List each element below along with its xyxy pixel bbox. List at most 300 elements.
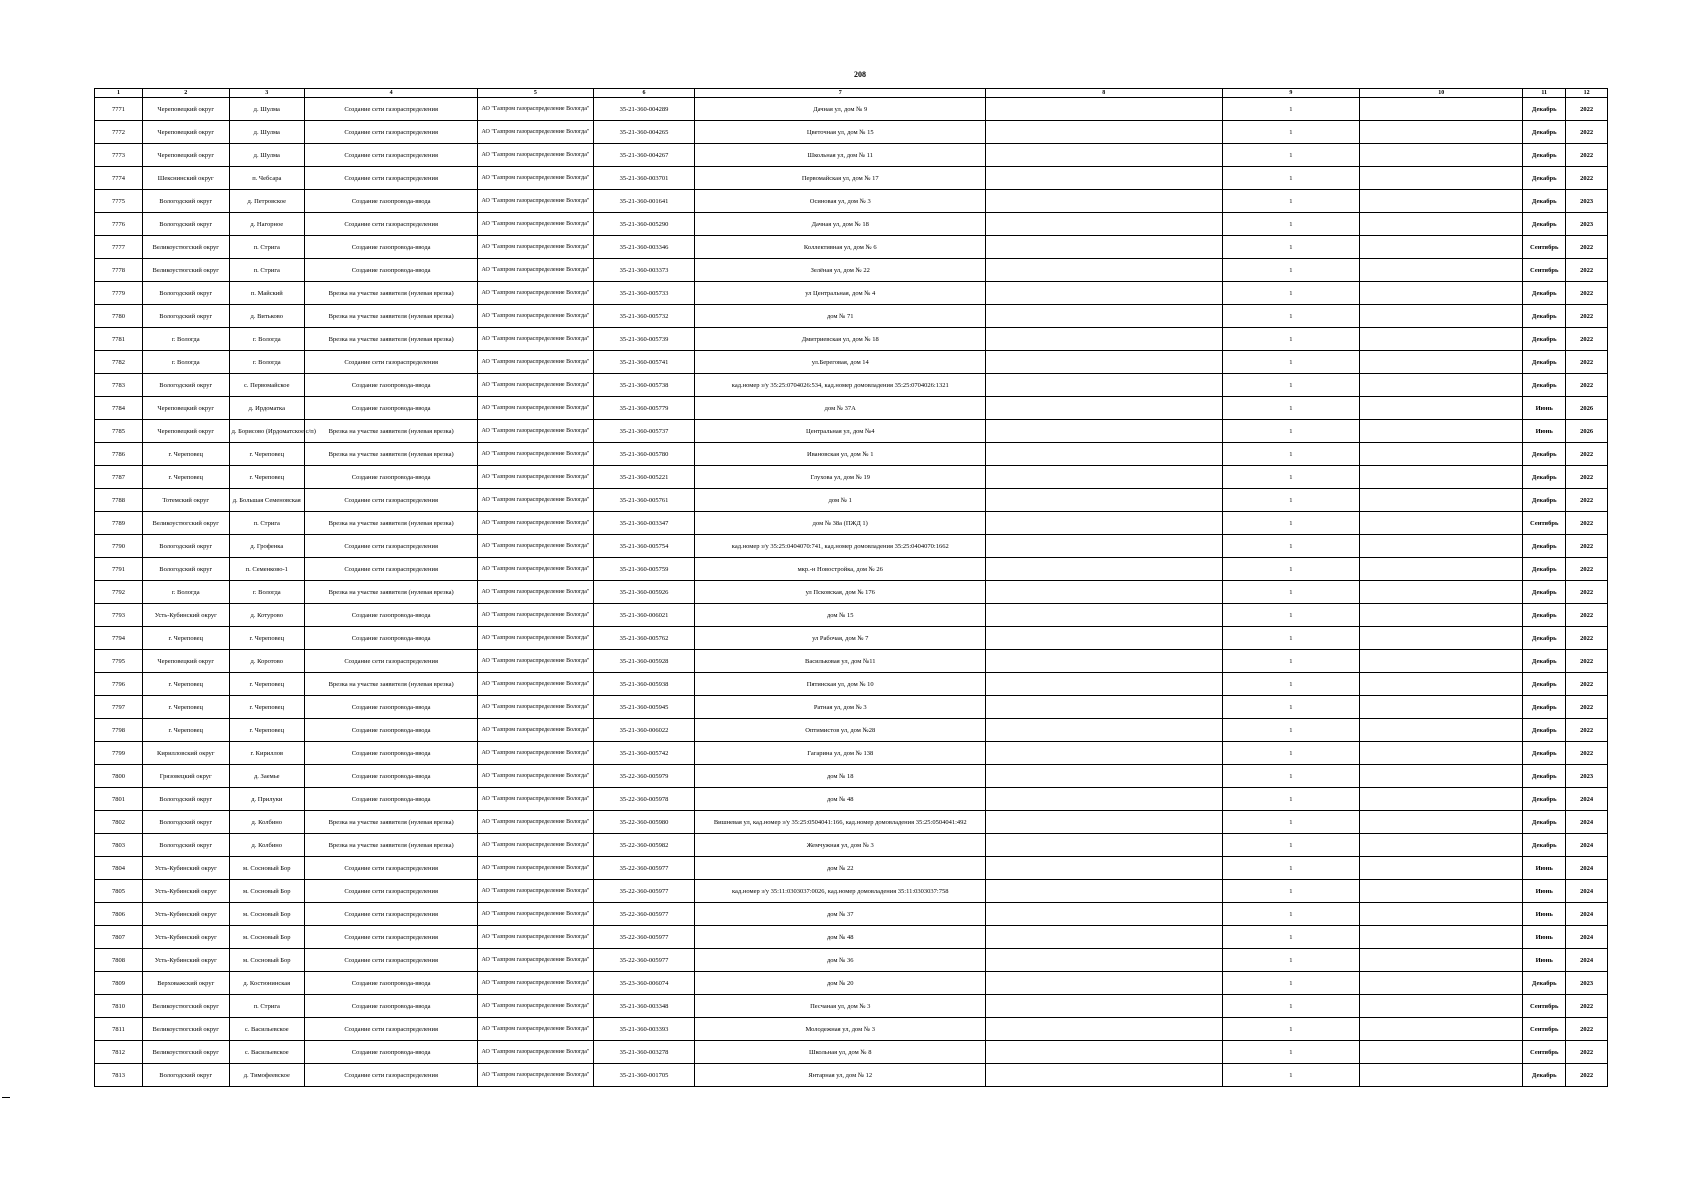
code-cell: 35-21-360-005938 (593, 673, 695, 696)
work-type-cell: Врезка на участке заявителя (нулевая врезка) (305, 282, 478, 305)
work-type-cell: Врезка на участке заявителя (нулевая врезка) (305, 420, 478, 443)
district-cell: Великоустюгский округ (142, 995, 229, 1018)
row-number-cell: 7791 (95, 558, 143, 581)
organization-cell: АО "Газпром газораспределение Вологда" (478, 167, 593, 190)
district-cell: Вологодский округ (142, 213, 229, 236)
table-row (95, 1064, 1608, 1087)
column-8-cell (986, 374, 1223, 397)
quantity-cell: 1 (1222, 1041, 1360, 1064)
quantity-cell: 1 (1222, 627, 1360, 650)
organization-cell: АО "Газпром газораспределение Вологда" (478, 144, 593, 167)
work-type-cell: Создание газопровода-ввода (305, 397, 478, 420)
month-cell: Декабрь (1523, 972, 1566, 995)
column-10-cell (1360, 811, 1523, 834)
work-type-cell: Создание сети газораспределения (305, 351, 478, 374)
column-number-5: 5 (478, 89, 593, 98)
quantity-cell: 1 (1222, 857, 1360, 880)
row-number-cell: 7808 (95, 949, 143, 972)
district-cell: Великоустюгский округ (142, 236, 229, 259)
row-number-cell: 7792 (95, 581, 143, 604)
address-cell: дом № 22 (695, 857, 986, 880)
table-row (95, 374, 1608, 397)
organization-cell: АО "Газпром газораспределение Вологда" (478, 1041, 593, 1064)
code-cell: 35-21-360-005759 (593, 558, 695, 581)
column-10-cell (1360, 949, 1523, 972)
year-cell: 2024 (1566, 903, 1608, 926)
address-cell: кад.номер з/у 35:25:0704026:534, кад.номер домовладения 35:25:0704026:1321 (695, 374, 986, 397)
address-cell: ул Псковская, дом № 176 (695, 581, 986, 604)
month-cell: Июнь (1523, 949, 1566, 972)
code-cell: 35-21-360-003346 (593, 236, 695, 259)
year-cell: 2022 (1566, 98, 1608, 121)
code-cell: 35-21-360-005928 (593, 650, 695, 673)
address-cell: ул Рабочая, дом № 7 (695, 627, 986, 650)
column-10-cell (1360, 995, 1523, 1018)
work-type-cell: Врезка на участке заявителя (нулевая врезка) (305, 328, 478, 351)
address-cell: Гагарина ул, дом № 138 (695, 742, 986, 765)
column-10-cell (1360, 328, 1523, 351)
organization-cell: АО "Газпром газораспределение Вологда" (478, 535, 593, 558)
table-row (95, 834, 1608, 857)
work-type-cell: Создание сети газораспределения (305, 880, 478, 903)
settlement-cell: д. Ирдоматка (229, 397, 304, 420)
work-type-cell: Создание сети газораспределения (305, 949, 478, 972)
quantity-cell: 1 (1222, 98, 1360, 121)
address-cell: Зелёная ул, дом № 22 (695, 259, 986, 282)
district-cell: г. Череповец (142, 466, 229, 489)
column-10-cell (1360, 190, 1523, 213)
quantity-cell: 1 (1222, 1018, 1360, 1041)
address-cell: Цветочная ул, дом № 15 (695, 121, 986, 144)
quantity-cell: 1 (1222, 742, 1360, 765)
column-10-cell (1360, 1064, 1523, 1087)
code-cell: 35-21-360-005945 (593, 696, 695, 719)
settlement-cell: д. Петровское (229, 190, 304, 213)
work-type-cell: Создание газопровода-ввода (305, 696, 478, 719)
code-cell: 35-22-360-005977 (593, 857, 695, 880)
quantity-cell: 1 (1222, 995, 1360, 1018)
month-cell: Сентябрь (1523, 1041, 1566, 1064)
row-number-cell: 7787 (95, 466, 143, 489)
code-cell: 35-22-360-005982 (593, 834, 695, 857)
year-cell: 2022 (1566, 512, 1608, 535)
column-10-cell (1360, 627, 1523, 650)
address-cell: кад.номер з/у 35:11:0303037:0026, кад.номер домовладения 35:11:0303037:758 (695, 880, 986, 903)
district-cell: Вологодский округ (142, 535, 229, 558)
column-8-cell (986, 696, 1223, 719)
row-number-cell: 7785 (95, 420, 143, 443)
settlement-cell: д. Котурово (229, 604, 304, 627)
district-cell: Верховажский округ (142, 972, 229, 995)
work-type-cell: Создание сети газораспределения (305, 213, 478, 236)
settlement-cell: д. Шулма (229, 121, 304, 144)
work-type-cell: Создание сети газораспределения (305, 98, 478, 121)
column-8-cell (986, 742, 1223, 765)
column-number-10: 10 (1360, 89, 1523, 98)
column-8-cell (986, 972, 1223, 995)
settlement-cell: г. Вологда (229, 328, 304, 351)
year-cell: 2023 (1566, 190, 1608, 213)
quantity-cell: 1 (1222, 259, 1360, 282)
district-cell: Череповецкий округ (142, 144, 229, 167)
code-cell: 35-21-360-004265 (593, 121, 695, 144)
row-number-cell: 7797 (95, 696, 143, 719)
organization-cell: АО "Газпром газораспределение Вологда" (478, 811, 593, 834)
column-8-cell (986, 949, 1223, 972)
district-cell: Вологодский округ (142, 834, 229, 857)
organization-cell: АО "Газпром газораспределение Вологда" (478, 213, 593, 236)
table-row (95, 98, 1608, 121)
address-cell: Коллективная ул, дом № 6 (695, 236, 986, 259)
address-cell: дом № 71 (695, 305, 986, 328)
column-10-cell (1360, 305, 1523, 328)
settlement-cell: г. Череповец (229, 466, 304, 489)
table-row (95, 995, 1608, 1018)
settlement-cell: п. Майский (229, 282, 304, 305)
column-8-cell (986, 305, 1223, 328)
row-number-cell: 7803 (95, 834, 143, 857)
column-number-7: 7 (695, 89, 986, 98)
column-number-11: 11 (1523, 89, 1566, 98)
table-row (95, 581, 1608, 604)
year-cell: 2022 (1566, 995, 1608, 1018)
column-8-cell (986, 903, 1223, 926)
code-cell: 35-21-360-005761 (593, 489, 695, 512)
month-cell: Декабрь (1523, 466, 1566, 489)
year-cell: 2022 (1566, 719, 1608, 742)
code-cell: 35-21-360-005780 (593, 443, 695, 466)
row-number-cell: 7790 (95, 535, 143, 558)
district-cell: г. Череповец (142, 443, 229, 466)
table-row (95, 236, 1608, 259)
address-cell: Глухова ул, дом № 19 (695, 466, 986, 489)
year-cell: 2022 (1566, 627, 1608, 650)
year-cell: 2022 (1566, 328, 1608, 351)
settlement-cell: д. Тимофеевское (229, 1064, 304, 1087)
table-row (95, 121, 1608, 144)
year-cell: 2023 (1566, 213, 1608, 236)
column-10-cell (1360, 903, 1523, 926)
table-row (95, 788, 1608, 811)
row-number-cell: 7813 (95, 1064, 143, 1087)
column-8-cell (986, 98, 1223, 121)
column-10-cell (1360, 167, 1523, 190)
month-cell: Декабрь (1523, 811, 1566, 834)
column-10-cell (1360, 972, 1523, 995)
table-row (95, 949, 1608, 972)
settlement-cell: г. Вологда (229, 351, 304, 374)
row-number-cell: 7781 (95, 328, 143, 351)
column-8-cell (986, 811, 1223, 834)
quantity-cell: 1 (1222, 121, 1360, 144)
quantity-cell: 1 (1222, 466, 1360, 489)
settlement-cell: д. Прилуки (229, 788, 304, 811)
settlement-cell: д. Витьково (229, 305, 304, 328)
district-cell: Вологодский округ (142, 282, 229, 305)
month-cell: Декабрь (1523, 627, 1566, 650)
code-cell: 35-21-360-005754 (593, 535, 695, 558)
column-10-cell (1360, 765, 1523, 788)
column-8-cell (986, 581, 1223, 604)
work-type-cell: Врезка на участке заявителя (нулевая врезка) (305, 512, 478, 535)
code-cell: 35-21-360-004267 (593, 144, 695, 167)
table-row (95, 305, 1608, 328)
year-cell: 2022 (1566, 650, 1608, 673)
quantity-cell: 1 (1222, 397, 1360, 420)
code-cell: 35-21-360-006022 (593, 719, 695, 742)
code-cell: 35-21-360-005742 (593, 742, 695, 765)
address-cell: дом № 1 (695, 489, 986, 512)
code-cell: 35-21-360-004289 (593, 98, 695, 121)
address-cell: Вишневая ул, кад.номер з/у 35:25:0504041:166, кад.номер домовладения 35:25:0504041:492 (695, 811, 986, 834)
work-type-cell: Создание газопровода-ввода (305, 742, 478, 765)
month-cell: Декабрь (1523, 167, 1566, 190)
work-type-cell: Врезка на участке заявителя (нулевая врезка) (305, 834, 478, 857)
row-number-cell: 7782 (95, 351, 143, 374)
code-cell: 35-21-360-001641 (593, 190, 695, 213)
quantity-cell: 1 (1222, 650, 1360, 673)
month-cell: Декабрь (1523, 765, 1566, 788)
organization-cell: АО "Газпром газораспределение Вологда" (478, 190, 593, 213)
column-8-cell (986, 167, 1223, 190)
work-type-cell: Создание газопровода-ввода (305, 719, 478, 742)
month-cell: Декабрь (1523, 305, 1566, 328)
quantity-cell: 1 (1222, 719, 1360, 742)
district-cell: Череповецкий округ (142, 420, 229, 443)
settlement-cell: м. Сосновый Бор (229, 949, 304, 972)
organization-cell: АО "Газпром газораспределение Вологда" (478, 374, 593, 397)
settlement-cell: д. Шулма (229, 98, 304, 121)
column-10-cell (1360, 351, 1523, 374)
settlement-cell: п. Стрига (229, 995, 304, 1018)
year-cell: 2023 (1566, 972, 1608, 995)
work-type-cell: Создание сети газораспределения (305, 558, 478, 581)
month-cell: Декабрь (1523, 121, 1566, 144)
month-cell: Июнь (1523, 880, 1566, 903)
organization-cell: АО "Газпром газораспределение Вологда" (478, 903, 593, 926)
code-cell: 35-21-360-005732 (593, 305, 695, 328)
month-cell: Декабрь (1523, 328, 1566, 351)
address-cell: дом № 48 (695, 788, 986, 811)
row-number-cell: 7788 (95, 489, 143, 512)
code-cell: 35-21-360-005926 (593, 581, 695, 604)
address-cell: Первомайская ул, дом № 17 (695, 167, 986, 190)
row-number-cell: 7784 (95, 397, 143, 420)
column-number-6: 6 (593, 89, 695, 98)
code-cell: 35-22-360-005977 (593, 880, 695, 903)
organization-cell: АО "Газпром газораспределение Вологда" (478, 880, 593, 903)
month-cell: Декабрь (1523, 719, 1566, 742)
settlement-cell: г. Череповец (229, 673, 304, 696)
settlement-cell: м. Сосновый Бор (229, 903, 304, 926)
organization-cell: АО "Газпром газораспределение Вологда" (478, 857, 593, 880)
table-row (95, 535, 1608, 558)
settlement-cell: п. Семенково-1 (229, 558, 304, 581)
row-number-cell: 7774 (95, 167, 143, 190)
quantity-cell: 1 (1222, 328, 1360, 351)
quantity-cell: 1 (1222, 305, 1360, 328)
quantity-cell: 1 (1222, 420, 1360, 443)
district-cell: Вологодский округ (142, 811, 229, 834)
month-cell: Декабрь (1523, 489, 1566, 512)
quantity-cell: 1 (1222, 374, 1360, 397)
row-number-cell: 7800 (95, 765, 143, 788)
month-cell: Декабрь (1523, 144, 1566, 167)
code-cell: 35-21-360-003393 (593, 1018, 695, 1041)
column-8-cell (986, 121, 1223, 144)
quantity-cell: 1 (1222, 903, 1360, 926)
district-cell: Череповецкий округ (142, 98, 229, 121)
column-10-cell (1360, 696, 1523, 719)
registry-table (94, 88, 1608, 1087)
code-cell: 35-22-360-005980 (593, 811, 695, 834)
table-row (95, 742, 1608, 765)
work-type-cell: Создание газопровода-ввода (305, 1041, 478, 1064)
address-cell: дом № 38а (ПЖД 1) (695, 512, 986, 535)
table-row (95, 1018, 1608, 1041)
table-row (95, 604, 1608, 627)
district-cell: Шекснинский округ (142, 167, 229, 190)
table-row (95, 351, 1608, 374)
work-type-cell: Врезка на участке заявителя (нулевая врезка) (305, 581, 478, 604)
column-8-cell (986, 673, 1223, 696)
work-type-cell: Создание газопровода-ввода (305, 788, 478, 811)
organization-cell: АО "Газпром газораспределение Вологда" (478, 282, 593, 305)
code-cell: 35-22-360-005977 (593, 926, 695, 949)
organization-cell: АО "Газпром газораспределение Вологда" (478, 742, 593, 765)
month-cell: Декабрь (1523, 443, 1566, 466)
table-row (95, 1041, 1608, 1064)
year-cell: 2022 (1566, 535, 1608, 558)
code-cell: 35-23-360-006074 (593, 972, 695, 995)
work-type-cell: Создание газопровода-ввода (305, 604, 478, 627)
month-cell: Декабрь (1523, 604, 1566, 627)
column-8-cell (986, 259, 1223, 282)
settlement-cell: г. Кириллов (229, 742, 304, 765)
column-8-cell (986, 466, 1223, 489)
address-cell: Ратная ул, дом № 3 (695, 696, 986, 719)
district-cell: Тотемский округ (142, 489, 229, 512)
month-cell: Сентябрь (1523, 1018, 1566, 1041)
column-10-cell (1360, 98, 1523, 121)
column-10-cell (1360, 443, 1523, 466)
row-number-cell: 7804 (95, 857, 143, 880)
row-number-cell: 7795 (95, 650, 143, 673)
column-10-cell (1360, 466, 1523, 489)
column-number-3: 3 (229, 89, 304, 98)
row-number-cell: 7806 (95, 903, 143, 926)
column-8-cell (986, 880, 1223, 903)
year-cell: 2024 (1566, 811, 1608, 834)
organization-cell: АО "Газпром газораспределение Вологда" (478, 972, 593, 995)
column-10-cell (1360, 535, 1523, 558)
year-cell: 2023 (1566, 765, 1608, 788)
column-8-cell (986, 627, 1223, 650)
organization-cell: АО "Газпром газораспределение Вологда" (478, 627, 593, 650)
year-cell: 2024 (1566, 926, 1608, 949)
work-type-cell: Врезка на участке заявителя (нулевая врезка) (305, 673, 478, 696)
code-cell: 35-21-360-003348 (593, 995, 695, 1018)
table-row (95, 213, 1608, 236)
address-cell: Осиновая ул, дом № 3 (695, 190, 986, 213)
table-row (95, 489, 1608, 512)
column-10-cell (1360, 1041, 1523, 1064)
year-cell: 2022 (1566, 1064, 1608, 1087)
work-type-cell: Создание сети газораспределения (305, 167, 478, 190)
organization-cell: АО "Газпром газораспределение Вологда" (478, 650, 593, 673)
settlement-cell: д. Колбино (229, 811, 304, 834)
year-cell: 2022 (1566, 604, 1608, 627)
organization-cell: АО "Газпром газораспределение Вологда" (478, 397, 593, 420)
work-type-cell: Создание газопровода-ввода (305, 995, 478, 1018)
quantity-cell: 1 (1222, 443, 1360, 466)
table-row (95, 512, 1608, 535)
month-cell: Сентябрь (1523, 236, 1566, 259)
month-cell: Декабрь (1523, 535, 1566, 558)
organization-cell: АО "Газпром газораспределение Вологда" (478, 1018, 593, 1041)
year-cell: 2022 (1566, 121, 1608, 144)
column-8-cell (986, 144, 1223, 167)
month-cell: Декабрь (1523, 696, 1566, 719)
table-row (95, 466, 1608, 489)
month-cell: Сентябрь (1523, 995, 1566, 1018)
column-10-cell (1360, 374, 1523, 397)
district-cell: Вологодский округ (142, 558, 229, 581)
row-number-cell: 7810 (95, 995, 143, 1018)
address-cell: Жемчужная ул, дом № 3 (695, 834, 986, 857)
address-cell: мкр.-н Новостройка, дом № 26 (695, 558, 986, 581)
quantity-cell: 1 (1222, 673, 1360, 696)
table-row (95, 167, 1608, 190)
column-10-cell (1360, 512, 1523, 535)
year-cell: 2022 (1566, 466, 1608, 489)
district-cell: г. Вологда (142, 328, 229, 351)
column-number-8: 8 (986, 89, 1223, 98)
district-cell: Усть-Кубинский округ (142, 604, 229, 627)
column-10-cell (1360, 282, 1523, 305)
address-cell: дом № 37А (695, 397, 986, 420)
column-8-cell (986, 719, 1223, 742)
organization-cell: АО "Газпром газораспределение Вологда" (478, 558, 593, 581)
year-cell: 2024 (1566, 949, 1608, 972)
work-type-cell: Создание сети газораспределения (305, 1064, 478, 1087)
column-10-cell (1360, 420, 1523, 443)
settlement-cell: г. Вологда (229, 581, 304, 604)
column-8-cell (986, 213, 1223, 236)
organization-cell: АО "Газпром газораспределение Вологда" (478, 604, 593, 627)
month-cell: Июнь (1523, 397, 1566, 420)
table-row (95, 443, 1608, 466)
quantity-cell: 1 (1222, 696, 1360, 719)
address-cell: дом № 20 (695, 972, 986, 995)
row-number-cell: 7773 (95, 144, 143, 167)
district-cell: г. Череповец (142, 719, 229, 742)
address-cell: Дачная ул, дом № 18 (695, 213, 986, 236)
address-cell: Молодежная ул, дом № 3 (695, 1018, 986, 1041)
code-cell: 35-22-360-005979 (593, 765, 695, 788)
work-type-cell: Создание газопровода-ввода (305, 972, 478, 995)
district-cell: Усть-Кубинский округ (142, 926, 229, 949)
district-cell: Вологодский округ (142, 374, 229, 397)
column-10-cell (1360, 742, 1523, 765)
code-cell: 35-21-360-001705 (593, 1064, 695, 1087)
column-8-cell (986, 857, 1223, 880)
year-cell: 2022 (1566, 696, 1608, 719)
column-8-cell (986, 1041, 1223, 1064)
column-10-cell (1360, 857, 1523, 880)
quantity-cell: 1 (1222, 282, 1360, 305)
month-cell: Декабрь (1523, 282, 1566, 305)
